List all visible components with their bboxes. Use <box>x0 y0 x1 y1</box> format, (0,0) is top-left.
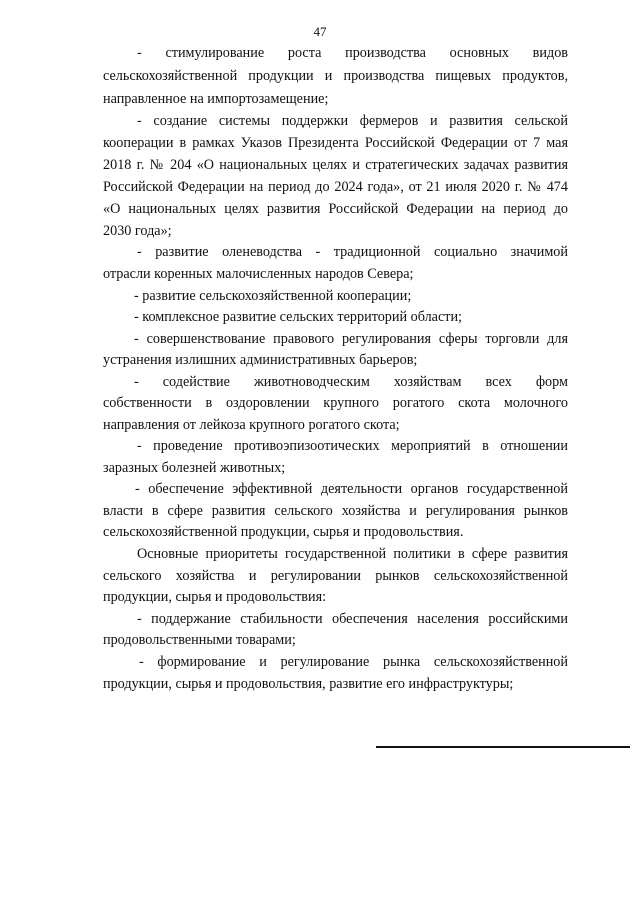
text-line: направления от лейкоза крупного рогатого скота; <box>103 417 400 433</box>
text-line: - создание системы поддержки фермеров и развития сельской <box>137 113 568 129</box>
text-line: - формирование и регулирование рынка сельскохозяйственной <box>139 654 568 670</box>
text-line: продукции, сырья и продовольствия, развитие его инфраструктуры; <box>103 676 514 692</box>
text-line: - обеспечение эффективной деятельности органов государственной <box>135 481 568 497</box>
text-line: 2018 г. № 204 «О национальных целях и стратегических задачах развития <box>103 157 568 173</box>
text-line: кооперации в рамках Указов Президента Российской Федерации от 7 мая <box>103 135 568 151</box>
text-line: «О национальных целях развития Российской Федерации на период до <box>103 201 568 217</box>
text-line: - комплексное развитие сельских территорий области; <box>134 309 462 325</box>
text-line: устранения излишних административных барьеров; <box>103 352 418 368</box>
page-number: 47 <box>313 24 327 39</box>
text-line: - проведение противоэпизоотических мероприятий в отношении <box>137 438 568 454</box>
text-line: Основные приоритеты государственной политики в сфере развития <box>137 546 568 562</box>
text-line: направленное на импортозамещение; <box>103 91 329 107</box>
text-line: - развитие сельскохозяйственной кооперации; <box>134 288 412 304</box>
text-line: - стимулирование роста производства основных видов <box>137 45 568 61</box>
text-line: сельскохозяйственной продукции и производства пищевых продуктов, <box>103 68 568 84</box>
text-line: сельского хозяйства и регулировании рынков сельскохозяйственной <box>103 568 568 584</box>
text-line: 2030 года»; <box>103 223 172 239</box>
text-line: власти в сфере развития сельского хозяйства и регулирования рынков <box>103 503 568 519</box>
text-line: - содействие животноводческим хозяйствам всех форм <box>134 374 568 390</box>
text-line: - поддержание стабильности обеспечения населения российскими <box>137 611 568 627</box>
text-line: - совершенствование правового регулирования сферы торговли для <box>134 331 568 347</box>
text-line: заразных болезней животных; <box>103 460 286 476</box>
text-line: сельскохозяйственной продукции, сырья и продовольствия. <box>103 524 464 540</box>
text-line: Российской Федерации на период до 2024 года», от 21 июля 2020 г. № 474 <box>103 179 568 195</box>
text-line: отрасли коренных малочисленных народов Севера; <box>103 266 414 282</box>
text-line: собственности в оздоровлении крупного рогатого скота молочного <box>103 395 568 411</box>
text-line: продукции, сырья и продовольствия: <box>103 589 327 605</box>
text-line: - развитие оленеводства - традиционной социально значимой <box>137 244 568 260</box>
horizontal-rule <box>376 746 630 748</box>
text-line: продовольственными товарами; <box>103 632 296 648</box>
